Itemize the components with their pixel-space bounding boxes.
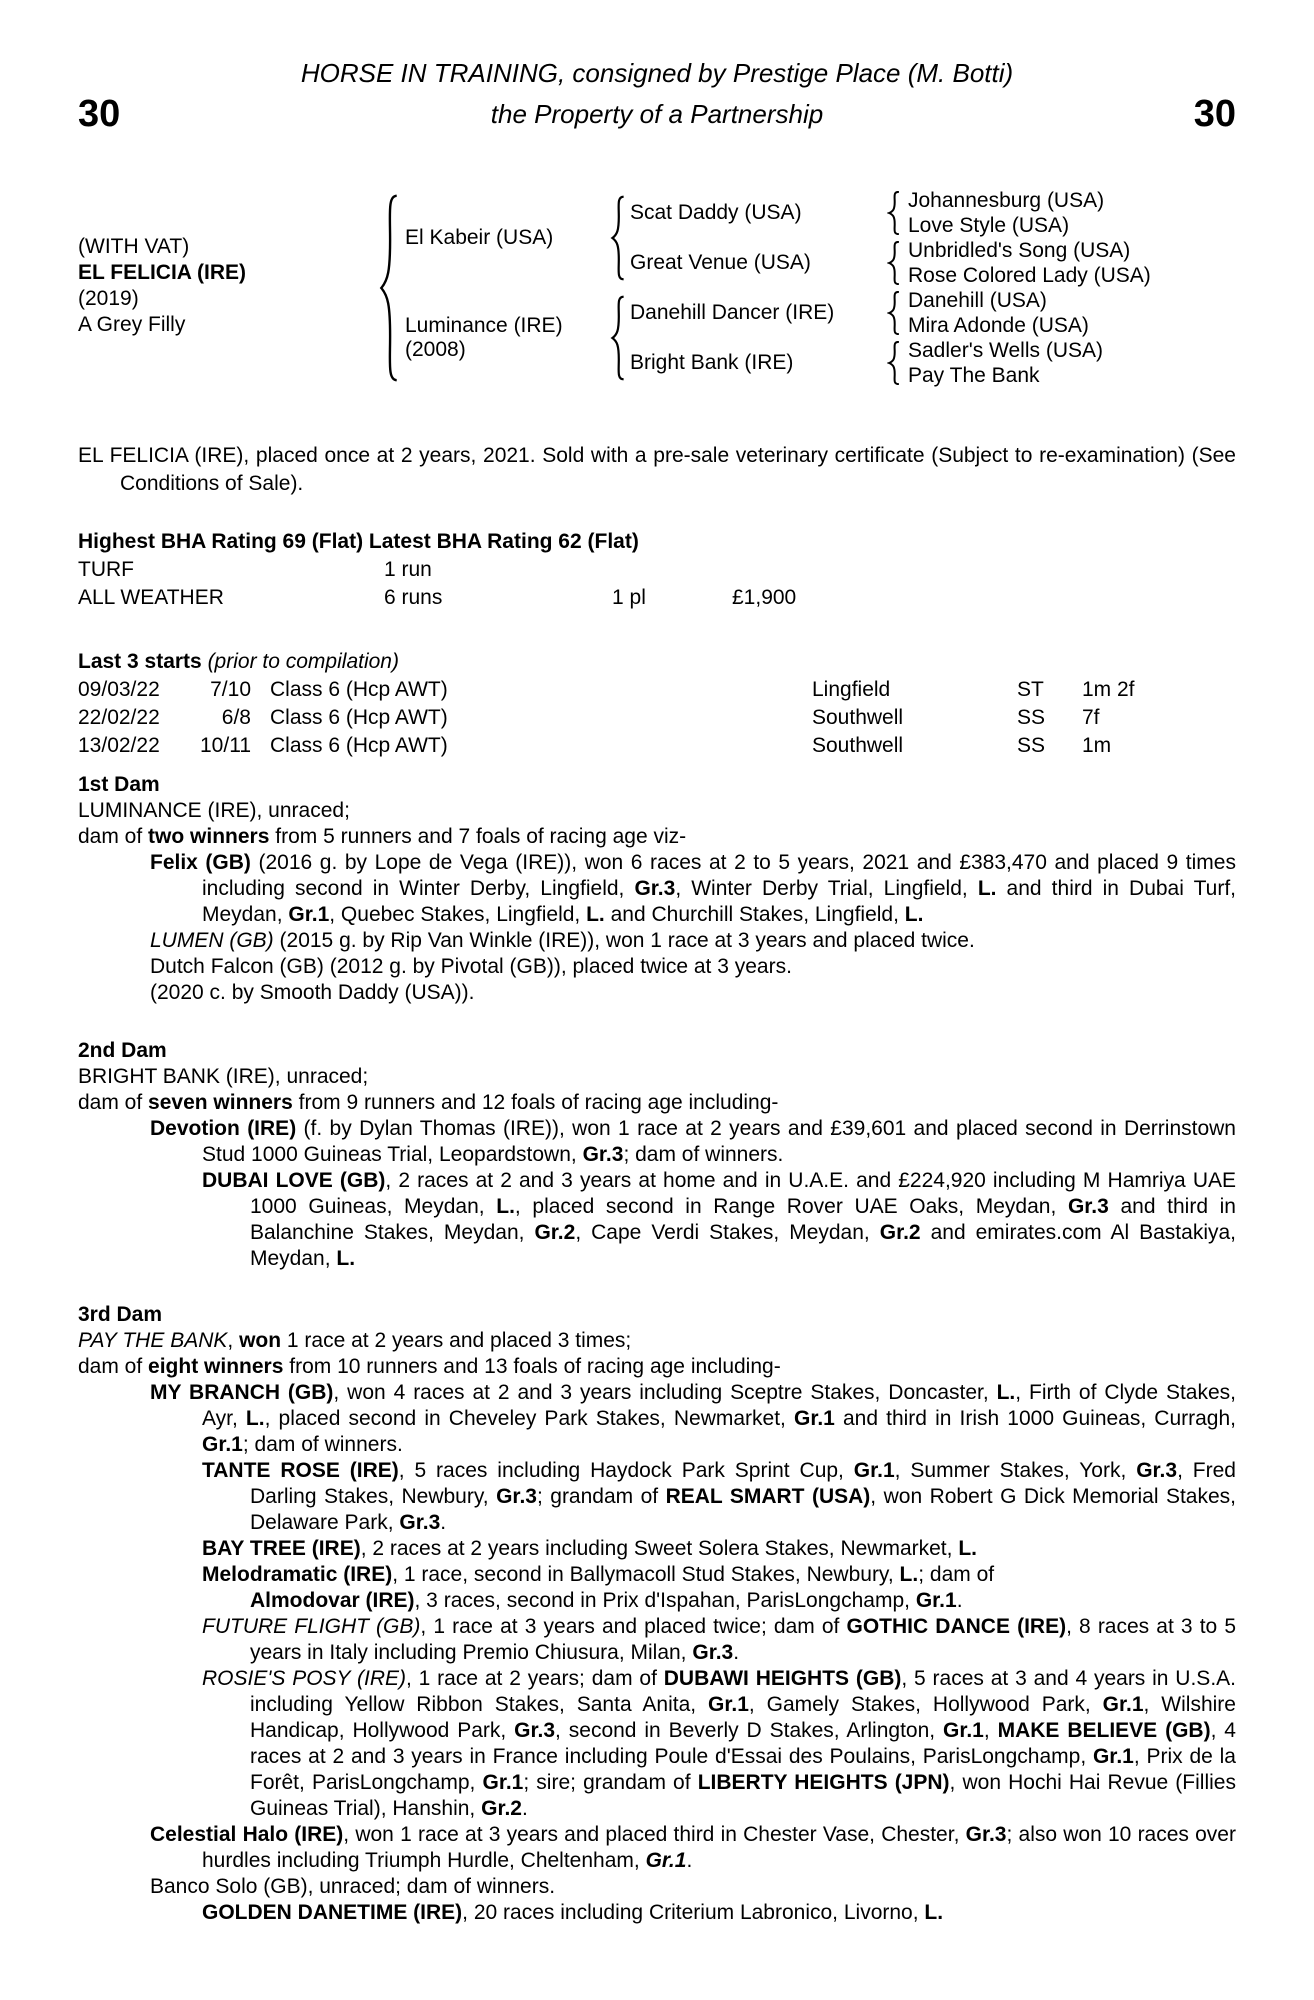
text-run: , Winter Derby Trial, Lingfield, bbox=[675, 877, 978, 900]
catalog-line bbox=[78, 1536, 1236, 1562]
horse-name: EL FELICIA (IRE) bbox=[78, 261, 246, 284]
brace-icon bbox=[610, 295, 626, 381]
text-run: . bbox=[956, 1589, 963, 1612]
second-dam-lines bbox=[78, 1064, 1236, 1272]
dam-year: (2008) bbox=[405, 338, 466, 361]
table-cell: 13/02/22 bbox=[78, 734, 160, 757]
ratings-table bbox=[78, 556, 1236, 612]
text-run: and third in Irish 1000 Guineas, Curragh, bbox=[834, 1407, 1236, 1430]
catalog-line bbox=[78, 928, 1236, 954]
catalog-line bbox=[78, 1328, 1236, 1354]
lot-row bbox=[78, 92, 1236, 136]
pedigree-main-brace bbox=[373, 188, 405, 388]
great-grandparent-name: Pay The Bank bbox=[908, 364, 1040, 387]
text-run: , placed second in Range Rover UAE Oaks, Meydan, bbox=[514, 1195, 1068, 1218]
text-run: , 1 race, second in Ballymacoll Stud Stakes, Newbury, bbox=[392, 1563, 900, 1586]
brace-icon bbox=[887, 241, 901, 285]
text-run: . bbox=[521, 1797, 528, 1820]
table-cell: Lingfield bbox=[812, 678, 891, 701]
great-grandparent-name: Sadler's Wells (USA) bbox=[908, 339, 1103, 362]
text-run: Melodramatic (IRE) bbox=[202, 1563, 393, 1586]
text-run: , won Hochi Hai Revue (Fillies Guineas Trial), Hanshin, bbox=[250, 1771, 1236, 1820]
catalog-line bbox=[78, 1822, 1236, 1874]
third-dam-section bbox=[78, 1302, 1236, 1926]
text-run: Gr.1 bbox=[943, 1719, 984, 1742]
text-run: and third in Dubai Turf, Meydan, bbox=[202, 877, 1236, 926]
text-run: Gr.2 bbox=[481, 1797, 522, 1820]
sire-cell bbox=[405, 188, 605, 288]
text-run: , won Robert G Dick Memorial Stakes, Delaware Park, bbox=[250, 1485, 1237, 1534]
text-run: from 9 runners and 12 foals of racing age including- bbox=[292, 1091, 779, 1114]
table-cell: 6 runs bbox=[384, 586, 443, 609]
text-run: L. bbox=[958, 1537, 977, 1560]
text-run: GOLDEN DANETIME (IRE) bbox=[202, 1901, 463, 1924]
text-run: MY BRANCH (GB) bbox=[150, 1381, 334, 1404]
text-run: Gr.3 bbox=[1067, 1195, 1109, 1218]
brace-icon bbox=[887, 291, 901, 335]
text-run: Almodovar (IRE) bbox=[250, 1589, 415, 1612]
brace-icon bbox=[610, 195, 626, 281]
text-run: , 2 races at 2 and 3 years at home and in U.A.E. and £224,920 including M Hamriya UAE 1000 Guineas, Meydan, bbox=[250, 1169, 1237, 1218]
text-run: MAKE BELIEVE (GB) bbox=[997, 1719, 1211, 1742]
text-run: , Wilshire Handicap, Hollywood Park, bbox=[250, 1693, 1236, 1742]
text-run: . bbox=[686, 1849, 693, 1872]
catalog-line bbox=[78, 1354, 1236, 1380]
text-run: ; dam of winners. bbox=[242, 1433, 403, 1456]
table-cell: 1 pl bbox=[612, 586, 646, 609]
text-run: (f. by Dylan Thomas (IRE)), won 1 race at 2 years and £39,601 and placed second in Derrinstown Stud 1000 Guineas Trial, Leopardstown, bbox=[202, 1117, 1236, 1166]
foal-year: (2019) bbox=[78, 287, 139, 310]
catalog-line bbox=[78, 980, 1236, 1006]
text-run: (2015 g. by Rip Van Winkle (IRE)), won 1 race at 3 years and placed twice. bbox=[273, 929, 975, 952]
text-run: L. bbox=[336, 1247, 356, 1270]
text-run: Gr.3 bbox=[514, 1719, 556, 1742]
text-run: L. bbox=[924, 1901, 944, 1924]
text-run: Gr.1 bbox=[202, 1433, 243, 1456]
text-run: L. bbox=[977, 877, 997, 900]
text-run: Gr.1 bbox=[1092, 1745, 1134, 1768]
text-run: Celestial Halo (IRE) bbox=[150, 1823, 344, 1846]
text-run: , 1 race at 3 years and placed twice; dam of bbox=[420, 1615, 847, 1638]
text-run: 1 race at 2 years and placed 3 times; bbox=[281, 1329, 632, 1352]
grandparent-name: Scat Daddy (USA) bbox=[630, 201, 802, 224]
text-run: , Gamely Stakes, Hollywood Park, bbox=[748, 1693, 1103, 1716]
catalog-line bbox=[78, 1064, 1236, 1090]
table-cell: 09/03/22 bbox=[78, 678, 160, 701]
text-run: L. bbox=[496, 1195, 515, 1218]
table-cell: Class 6 (Hcp AWT) bbox=[270, 706, 448, 729]
catalog-line bbox=[78, 1874, 1236, 1900]
sire-name: El Kabeir (USA) bbox=[405, 226, 554, 249]
lot-number-left: 30 bbox=[78, 93, 121, 135]
text-run: , bbox=[983, 1719, 998, 1742]
text-run: , Quebec Stakes, Lingfield, bbox=[329, 903, 587, 926]
table-cell: £1,900 bbox=[732, 586, 797, 609]
text-run: L. bbox=[996, 1381, 1016, 1404]
text-run: ; dam of winners. bbox=[623, 1143, 784, 1166]
catalog-line bbox=[78, 1614, 1236, 1666]
text-run: Gr.3 bbox=[692, 1641, 734, 1664]
text-run: ; also won 10 races over hurdles including Triumph Hurdle, Cheltenham, bbox=[202, 1823, 1236, 1872]
great-grandparent-name: Danehill (USA) bbox=[908, 289, 1047, 312]
text-run: two winners bbox=[148, 825, 270, 848]
table-cell: SS bbox=[1017, 706, 1046, 729]
race-summary-paragraph: EL FELICIA (IRE), placed once at 2 years, 2021. Sold with a pre-sale veterinary certificate (Subject to re-examination) (See Conditions of Sale). bbox=[78, 444, 1236, 495]
text-run: from 5 runners and 7 foals of racing age viz- bbox=[269, 825, 687, 848]
text-run: , Cape Verdi Stakes, Meydan, bbox=[575, 1221, 880, 1244]
text-run: Banco Solo (GB), unraced; dam of winners. bbox=[150, 1875, 556, 1898]
brace-icon bbox=[887, 191, 901, 235]
last-starts-block bbox=[78, 648, 1236, 760]
text-run: seven winners bbox=[148, 1091, 293, 1114]
grandparent-name: Bright Bank (IRE) bbox=[630, 351, 794, 374]
text-run: REAL SMART (USA) bbox=[665, 1485, 871, 1508]
text-run: DUBAI LOVE (GB) bbox=[202, 1169, 386, 1192]
text-run: , Fred Darling Stakes, Newbury, bbox=[250, 1459, 1236, 1508]
brace-icon bbox=[378, 192, 400, 384]
text-run: Gr.1 bbox=[794, 1407, 835, 1430]
text-run: , 2 races at 2 years including Sweet Solera Stakes, Newmarket, bbox=[360, 1537, 959, 1560]
text-run: TANTE ROSE (IRE) bbox=[202, 1459, 399, 1482]
text-run: BRIGHT BANK (IRE), unraced; bbox=[78, 1065, 369, 1088]
ratings-heading: Highest BHA Rating 69 (Flat) Latest BHA Rating 62 (Flat) bbox=[78, 530, 639, 553]
table-cell: Southwell bbox=[812, 706, 904, 729]
text-run: Gr.3 bbox=[399, 1511, 441, 1534]
text-run: Gr.1 bbox=[915, 1589, 957, 1612]
text-run: PAY THE BANK bbox=[78, 1329, 228, 1352]
text-run: Dutch Falcon (GB) (2012 g. by Pivotal (GB)), placed twice at 3 years. bbox=[150, 955, 792, 978]
text-run: and third in Balanchine Stakes, Meydan, bbox=[250, 1195, 1236, 1244]
text-run: (2020 c. by Smooth Daddy (USA)). bbox=[150, 981, 475, 1004]
grandparent-name: Great Venue (USA) bbox=[630, 251, 811, 274]
consignor-title: HORSE IN TRAINING, consigned by Prestige Place (M. Botti) bbox=[300, 58, 1014, 88]
great-grandparent-name: Love Style (USA) bbox=[908, 214, 1070, 237]
text-run: . bbox=[733, 1641, 740, 1664]
text-run: , Prix de la Forêt, ParisLongchamp, bbox=[250, 1745, 1236, 1794]
table-cell: TURF bbox=[78, 558, 134, 581]
text-run: dam of bbox=[78, 1355, 149, 1378]
text-run: , 20 races including Criterium Labronico, Livorno, bbox=[462, 1901, 925, 1924]
horse-info-block bbox=[78, 188, 373, 388]
text-run: , 8 races at 3 to 5 years in Italy including Premio Chiusura, Milan, bbox=[250, 1615, 1237, 1664]
grandparents-column bbox=[630, 188, 880, 388]
pedigree-gen2-braces bbox=[605, 188, 630, 388]
brace-icon bbox=[887, 341, 901, 385]
third-dam-heading: 3rd Dam bbox=[78, 1303, 163, 1326]
catalog-line bbox=[78, 1666, 1236, 1822]
text-run: FUTURE FLIGHT (GB) bbox=[202, 1615, 421, 1638]
text-run: L. bbox=[245, 1407, 265, 1430]
third-dam-lines bbox=[78, 1328, 1236, 1926]
text-run: eight winners bbox=[148, 1355, 284, 1378]
text-run: , bbox=[227, 1329, 240, 1352]
great-grandparent-name: Johannesburg (USA) bbox=[908, 189, 1105, 212]
table-cell: 22/02/22 bbox=[78, 706, 160, 729]
text-run: , 5 races at 3 and 4 years in U.S.A. including Yellow Ribbon Stakes, Santa Anita, bbox=[250, 1667, 1236, 1716]
text-run: ROSIE'S POSY (IRE) bbox=[202, 1667, 406, 1690]
text-run: Felix (GB) bbox=[150, 851, 251, 874]
catalog-line bbox=[78, 1588, 1236, 1614]
text-run: Gr.2 bbox=[879, 1221, 921, 1244]
dam-cell bbox=[405, 288, 605, 388]
text-run: Devotion (IRE) bbox=[150, 1117, 297, 1140]
text-run: , placed second in Cheveley Park Stakes, Newmarket, bbox=[264, 1407, 794, 1430]
text-run: , won 4 races at 2 and 3 years including Sceptre Stakes, Doncaster, bbox=[333, 1381, 997, 1404]
first-dam-section bbox=[78, 772, 1236, 1006]
dam-name: Luminance (IRE) bbox=[405, 314, 563, 337]
sire-dam-column bbox=[405, 188, 605, 388]
table-cell: 6/8 bbox=[221, 706, 251, 729]
table-cell: ALL WEATHER bbox=[78, 586, 224, 609]
first-dam-heading: 1st Dam bbox=[78, 773, 160, 796]
text-run: Gr.1 bbox=[645, 1849, 687, 1872]
text-run: and emirates.com Al Bastakiya, Meydan, bbox=[250, 1221, 1237, 1270]
catalog-line bbox=[78, 1380, 1236, 1458]
last-starts-table bbox=[78, 676, 1236, 760]
table-cell: 7/10 bbox=[210, 678, 251, 701]
table-cell: 7f bbox=[1082, 706, 1100, 729]
text-run: , 4 races at 2 and 3 years in France including Poule d'Essai des Poulains, ParisLongchamp, bbox=[250, 1719, 1236, 1768]
text-run: (2016 g. by Lope de Vega (IRE)), won 6 races at 2 to 5 years, 2021 and £383,470 and placed 9 times including second in Winter Derby, Lingfield, bbox=[202, 851, 1236, 900]
text-run: L. bbox=[899, 1563, 919, 1586]
table-cell: Class 6 (Hcp AWT) bbox=[270, 678, 448, 701]
text-run: Gr.1 bbox=[1102, 1693, 1144, 1716]
text-run: Gr.3 bbox=[965, 1823, 1007, 1846]
text-run: , Summer Stakes, York, bbox=[894, 1459, 1137, 1482]
with-vat-label: (WITH VAT) bbox=[78, 235, 190, 258]
grandparent-name: Danehill Dancer (IRE) bbox=[630, 301, 835, 324]
text-run: LIBERTY HEIGHTS (JPN) bbox=[697, 1771, 950, 1794]
catalog-line bbox=[78, 1458, 1236, 1536]
text-run: L. bbox=[904, 903, 924, 926]
table-cell: 10/11 bbox=[200, 734, 251, 757]
horse-description: A Grey Filly bbox=[78, 313, 186, 336]
text-run: DUBAWI HEIGHTS (GB) bbox=[663, 1667, 902, 1690]
text-run: , second in Beverly D Stakes, Arlington, bbox=[555, 1719, 943, 1742]
ratings-block bbox=[78, 528, 1236, 612]
table-cell: 1 run bbox=[384, 558, 432, 581]
text-run: BAY TREE (IRE) bbox=[202, 1537, 361, 1560]
table-cell bbox=[612, 556, 732, 584]
pedigree-gen3-braces bbox=[880, 188, 908, 388]
text-run: , Firth of Clyde Stakes, Ayr, bbox=[202, 1381, 1236, 1430]
text-run: dam of bbox=[78, 1091, 149, 1114]
great-grandparent-name: Rose Colored Lady (USA) bbox=[908, 264, 1151, 287]
great-grandparent-name: Mira Adonde (USA) bbox=[908, 314, 1089, 337]
text-run: , 5 races including Haydock Park Sprint Cup, bbox=[398, 1459, 854, 1482]
last-starts-heading-bold: Last 3 starts bbox=[78, 650, 202, 673]
table-cell: 1m 2f bbox=[1082, 678, 1135, 701]
last-starts-heading-italic: (prior to compilation) bbox=[201, 650, 399, 673]
text-run: Gr.3 bbox=[582, 1143, 624, 1166]
text-run: ; dam of bbox=[918, 1563, 995, 1586]
text-run: Gr.1 bbox=[853, 1459, 895, 1482]
property-title: the Property of a Partnership bbox=[490, 99, 824, 129]
text-run: L. bbox=[586, 903, 605, 926]
table-cell: Southwell bbox=[812, 734, 904, 757]
text-run: , 3 races, second in Prix d'Ispahan, ParisLongchamp, bbox=[414, 1589, 916, 1612]
text-run: won bbox=[239, 1329, 282, 1352]
catalog-line bbox=[78, 1168, 1236, 1272]
last-starts-heading bbox=[78, 648, 1236, 676]
second-dam-heading: 2nd Dam bbox=[78, 1039, 167, 1062]
text-run: Gr.3 bbox=[634, 877, 676, 900]
text-run: LUMINANCE (IRE), unraced; bbox=[78, 799, 350, 822]
text-run: Gr.2 bbox=[534, 1221, 576, 1244]
catalog-line bbox=[78, 850, 1236, 928]
text-run: dam of bbox=[78, 825, 149, 848]
table-cell: SS bbox=[1017, 734, 1046, 757]
catalog-line bbox=[78, 1562, 1236, 1588]
text-run: from 10 runners and 13 foals of racing age including- bbox=[283, 1355, 781, 1378]
text-run: , 1 race at 2 years; dam of bbox=[406, 1667, 664, 1690]
text-run: and Churchill Stakes, Lingfield, bbox=[604, 903, 905, 926]
text-run: , won 1 race at 3 years and placed third in Chester Vase, Chester, bbox=[343, 1823, 966, 1846]
text-run: Gr.1 bbox=[288, 903, 330, 926]
text-run: Gr.1 bbox=[482, 1771, 524, 1794]
catalog-line bbox=[78, 954, 1236, 980]
great-grandparent-name: Unbridled's Song (USA) bbox=[908, 239, 1131, 262]
pedigree-table bbox=[78, 188, 1236, 388]
table-cell bbox=[732, 556, 1236, 584]
text-run: ; sire; grandam of bbox=[523, 1771, 698, 1794]
table-cell: ST bbox=[1017, 678, 1044, 701]
catalog-line bbox=[78, 1116, 1236, 1168]
table-cell: Class 6 (Hcp AWT) bbox=[270, 734, 448, 757]
text-run: Gr.1 bbox=[708, 1693, 749, 1716]
text-run: . bbox=[440, 1511, 447, 1534]
first-dam-lines bbox=[78, 798, 1236, 1006]
great-grandparents-column bbox=[908, 188, 1236, 388]
catalog-line bbox=[78, 1900, 1236, 1926]
lot-number-right: 30 bbox=[1193, 93, 1236, 135]
text-run: GOTHIC DANCE (IRE) bbox=[846, 1615, 1067, 1638]
text-run: Gr.3 bbox=[1136, 1459, 1178, 1482]
second-dam-section bbox=[78, 1038, 1236, 1272]
text-run: LUMEN (GB) bbox=[150, 929, 274, 952]
table-cell: 1m bbox=[1082, 734, 1112, 757]
catalog-line bbox=[78, 798, 1236, 824]
catalog-line bbox=[78, 1090, 1236, 1116]
text-run: Gr.3 bbox=[496, 1485, 537, 1508]
text-run: ; grandam of bbox=[536, 1485, 666, 1508]
catalog-line bbox=[78, 824, 1236, 850]
